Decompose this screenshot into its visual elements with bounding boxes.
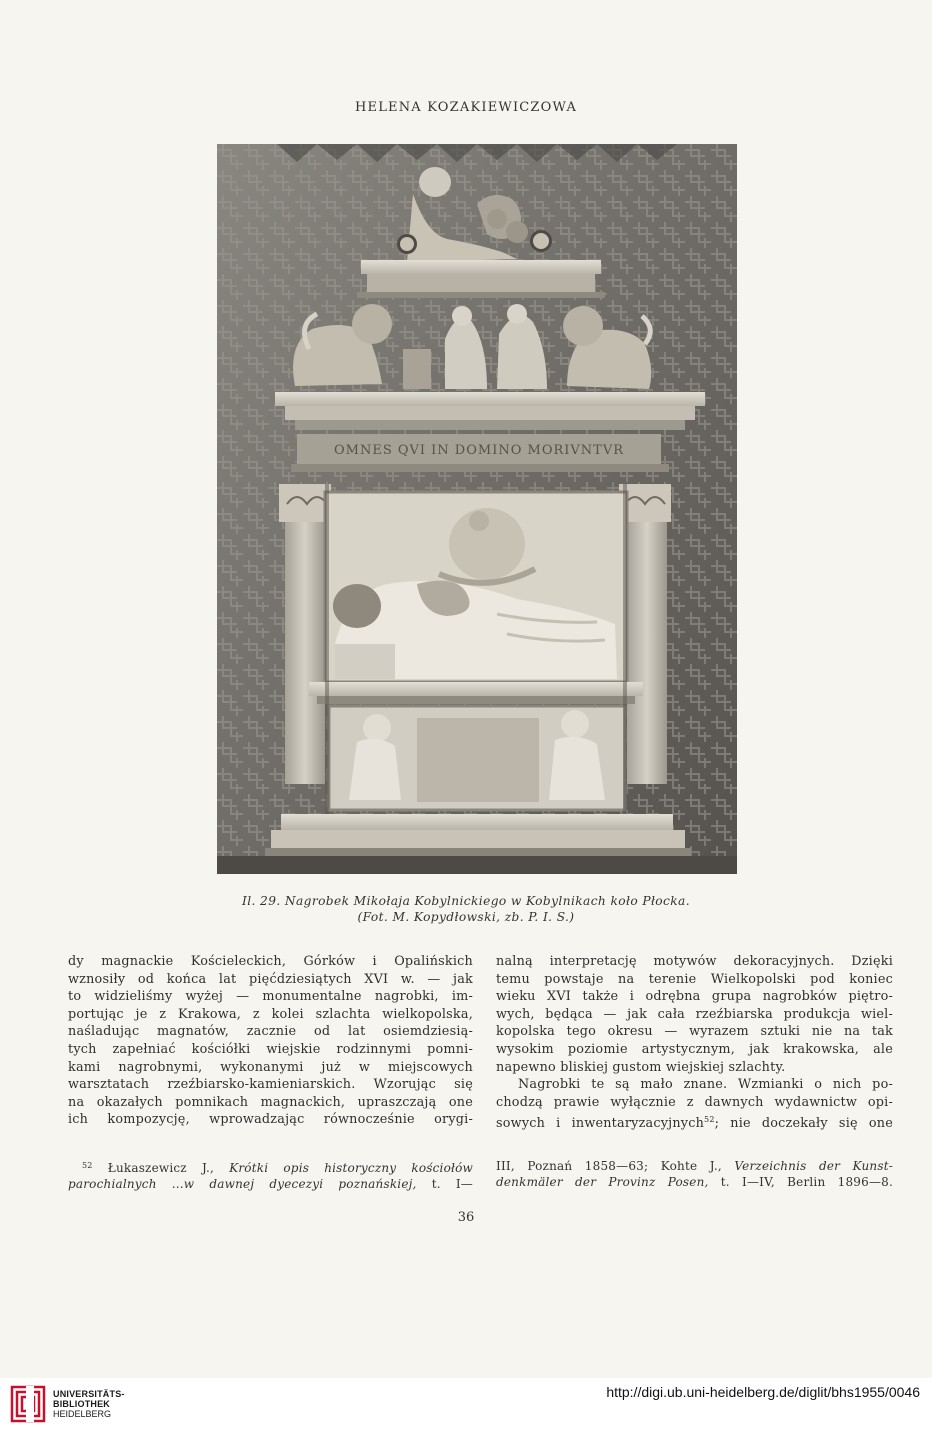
text-line: chodzą prawie wyłącznie z dawnych wydawnictw opi-: [496, 1094, 893, 1110]
body-column-right: [496, 953, 893, 1133]
text-fragment: ; nie doczekały się one: [714, 1116, 893, 1132]
logo-line: HEIDELBERG: [53, 1409, 112, 1419]
library-logo[interactable]: [10, 1385, 130, 1425]
footnote-line: [496, 1158, 893, 1174]
text-line: ich kompozycję, wprowadzając równocześnie orygi-: [68, 1112, 473, 1128]
caption-line-2: (Fot. M. Kopydłowski, zb. P. I. S.): [357, 910, 575, 924]
footnote-right: [496, 1158, 893, 1190]
logo-line: BIBLIOTHEK: [53, 1399, 110, 1409]
text-line: warsztatach rzeźbiarsko-kamieniarskich. Wzorując się: [68, 1077, 473, 1093]
footnote-author: Łukaszewicz J.,: [107, 1161, 215, 1175]
text-line: kami nagrobnymi, wykonanymi już w miejscowych: [68, 1059, 473, 1075]
figure-photograph: [217, 144, 737, 874]
footnote-line: [68, 1176, 473, 1192]
caption-line-1: Il. 29. Nagrobek Mikołaja Kobylnickiego w Kobylnikach koło Płocka.: [242, 894, 690, 908]
frieze-inscription: OMNES QVI IN DOMINO MORIVNTVR: [333, 443, 625, 458]
text-line: temu powstaje na terenie Wielkopolski pod koniec: [496, 971, 893, 987]
footnote-text: t. I—IV, Berlin 1896—8.: [720, 1175, 894, 1189]
tomb-monument-image: [217, 144, 737, 874]
footnote-title: Krótki opis historyczny kościołów: [229, 1161, 473, 1175]
footnote-text: III, Poznań 1858—63; Kohte J.,: [496, 1159, 722, 1173]
text-line: tych zapełniać kościółki wiejskie rodzinnymi pomni-: [68, 1041, 473, 1057]
text-line: wieku XVI także i odrębna grupa nagrobków piętro-: [496, 989, 893, 1005]
text-line: nalną interpretację motywów dekoracyjnych. Dzięki: [496, 954, 893, 969]
text-line: Nagrobki te są mało znane. Wzmianki o nich po-: [518, 1077, 893, 1093]
footnote-line: [496, 1174, 893, 1190]
text-line: kopolska tego okresu — wyrazem sztuki nie na tak: [496, 1024, 893, 1040]
text-line: wznosiły od końca lat pięćdziesiątych XVI w. — jak: [68, 971, 473, 987]
footnote-line: [68, 1158, 473, 1176]
logo-line: UNIVERSITÄTS-: [53, 1389, 125, 1399]
text-line-with-footnote: [496, 1111, 893, 1133]
footnote-title: Verzeichnis der Kunst-: [734, 1159, 893, 1173]
text-fragment: sowych i inwentaryzacyjnych: [496, 1116, 705, 1132]
text-line: napewno bliskiej gustom wiejskiej szlachty.: [496, 1059, 786, 1075]
text-line: na okazałych pomnikach magnackich, upraszczają one: [68, 1094, 473, 1110]
permalink-url[interactable]: http://digi.ub.uni-heidelberg.de/diglit/bhs1955/0046: [606, 1384, 920, 1400]
footnote-reference[interactable]: 52: [704, 1115, 715, 1125]
text-line: naśladując magnatów, zacznie od lat osiemdziesią-: [68, 1024, 473, 1040]
text-line: dy magnackie Kościeleckich, Górków i Opalińskich: [68, 954, 473, 969]
library-logo-text: [53, 1389, 125, 1419]
text-line: portując je z Krakowa, z kolei szlachta wielkopolska,: [68, 1006, 473, 1022]
footnote-left: [68, 1158, 473, 1192]
running-head: HELENA KOZAKIEWICZOWA: [354, 100, 578, 115]
text-line: wysokim poziomie artystycznym, jak krakowska, ale: [496, 1041, 893, 1057]
page-number: 36: [457, 1210, 475, 1225]
footnote-title: parochialnych ...w dawnej dyecezyi poznańskiej,: [68, 1177, 417, 1191]
footnote-title: denkmäler der Provinz Posen,: [496, 1175, 709, 1189]
footnote-volume: t. I—: [431, 1177, 473, 1191]
body-column-left: [68, 953, 473, 1129]
figure-caption: [0, 893, 932, 925]
library-logo-icon: [10, 1385, 46, 1423]
text-line: wych, będąca — jak cała rzeźbiarska produkcja wiel-: [496, 1006, 893, 1022]
text-line: to widzieliśmy wyżej — monumentalne nagrobki, im-: [68, 989, 473, 1005]
footnote-number: 52: [82, 1161, 93, 1170]
